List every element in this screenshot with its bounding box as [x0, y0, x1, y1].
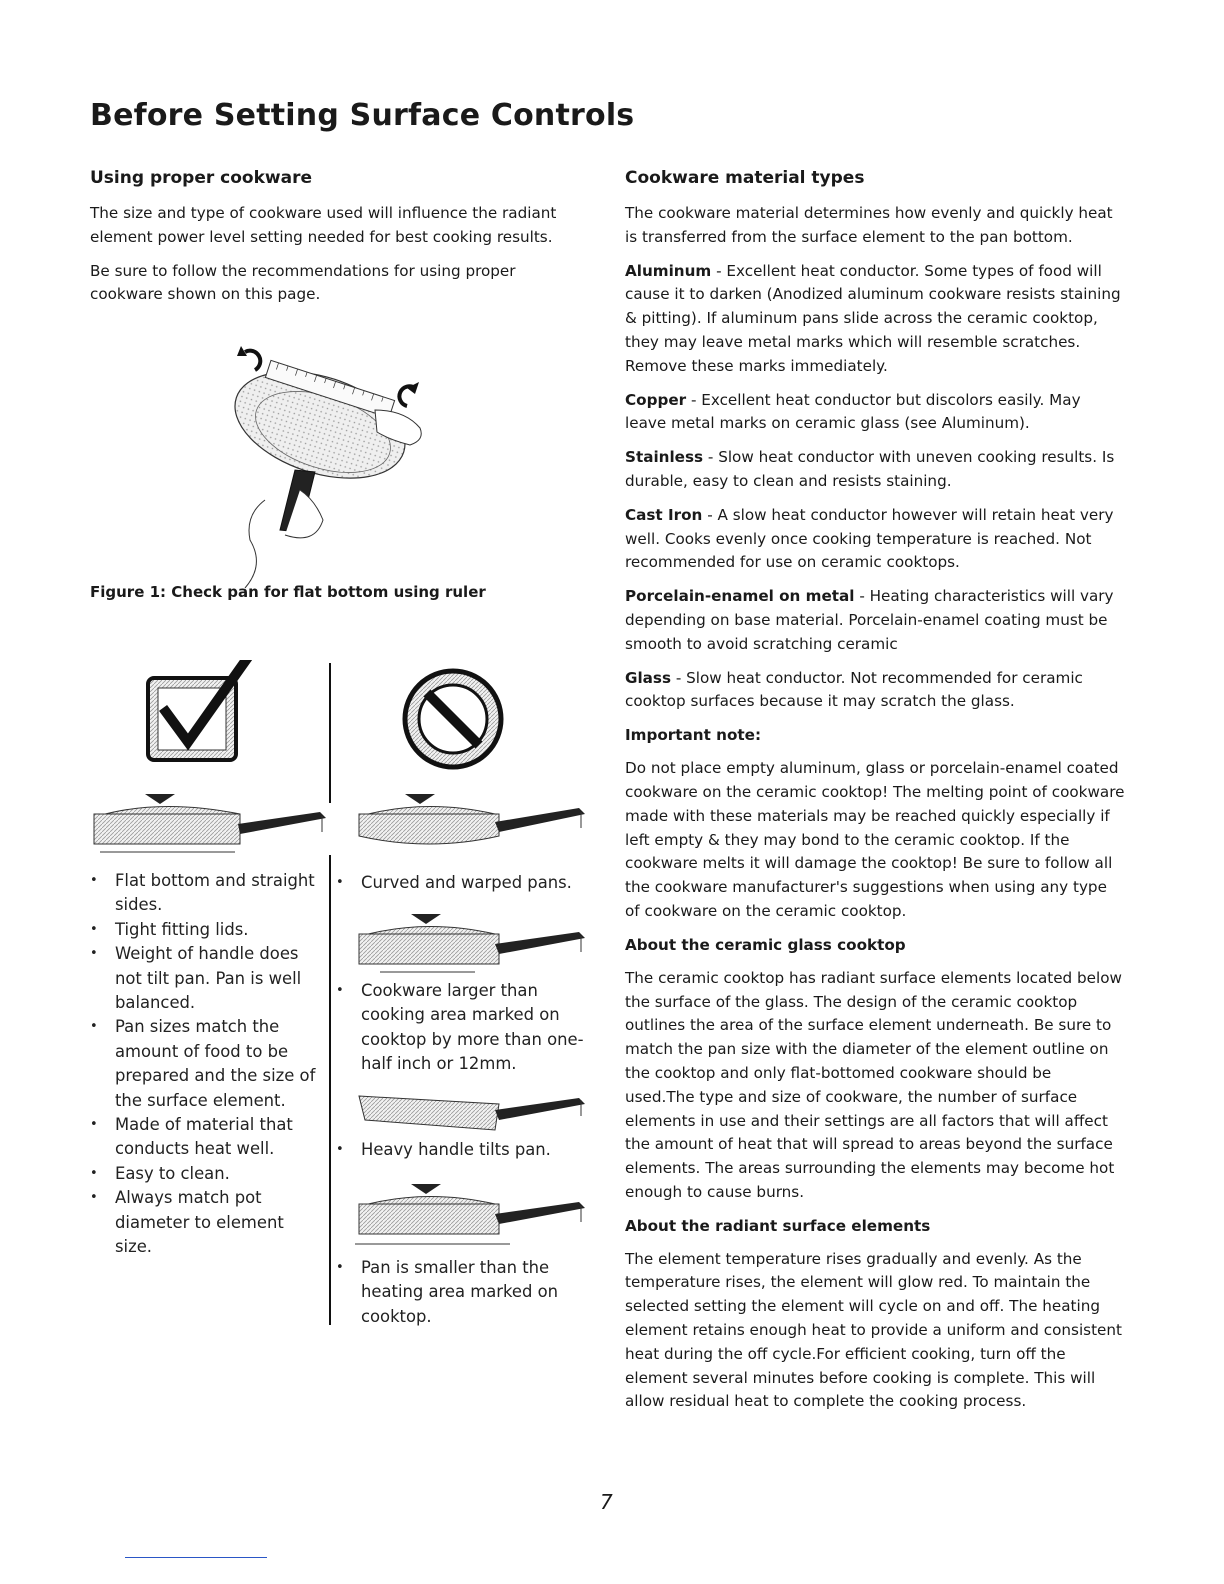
material-term: Cast Iron [625, 505, 703, 524]
paragraph: The ceramic cooktop has radiant surface elements located below the surface of the glass. The design of the ceramic cooktop outlines the area of the surface element underneath. Be sure to match the pan size with the diameter of the element outline on the cooktop and only flat-bottomed cookware should be used.The type and size of cookware, the number of surface elements in use and their settings are all factors that will affect the amount of heat that will spread to areas beyond the surface elements. The areas surrounding the elements may become hot enough to cause burns. [625, 968, 1122, 1201]
material-cast-iron: Cast Iron - A slow heat conductor however will retain heat very well. Cooks evenly once cooking temperature is reached. Not recommended for use on ceramic cooktops. [625, 505, 1114, 572]
section-heading-cookware: Using proper cookware [90, 168, 313, 188]
small-pan-illustration [355, 1180, 595, 1248]
material-aluminum: Aluminum - Excellent heat conductor. Some types of food will cause it to darken (Anodized aluminum cookware resists staining & pitting). If aluminum pans slide across the ceramic cooktop, they may leave metal marks which will resemble scratches. Remove these marks immediately. [625, 261, 1121, 375]
good-pan-illustration [90, 788, 335, 858]
list-item: • Easy to clean. [90, 1162, 322, 1186]
ceramic-cooktop-heading: About the ceramic glass cooktop [625, 935, 906, 954]
column-divider [329, 855, 331, 1325]
bad-cookware-item: • Cookware larger than cooking area marked on cooktop by more than one-half inch or 12mm. [336, 979, 591, 1077]
material-copper: Copper - Excellent heat conductor but discolors easily. May leave metal marks on ceramic glass (see Aluminum). [625, 390, 1081, 433]
paragraph: The element temperature rises gradually and evenly. As the temperature rises, the element will glow red. To maintain the selected setting the element will cycle on and off. The heating element retains enough heat to provide a uniform and consistent heat during the off cycle.For efficient cooking, turn off the element several minutes before cooking is complete. This will allow residual heat to complete the cooking process. [625, 1249, 1122, 1411]
paragraph: The cookware material determines how evenly and quickly heat is transferred from the surface element to the pan bottom. [625, 204, 1113, 246]
material-glass: Glass - Slow heat conductor. Not recommended for ceramic cooktop surfaces because it may scratch the glass. [625, 668, 1083, 711]
list-item: • Tight fitting lids. [90, 918, 322, 942]
left-column [90, 166, 578, 317]
important-note-heading: Important note: [625, 726, 762, 745]
right-column [625, 166, 1125, 1424]
good-cookware-list [90, 869, 322, 1260]
list-item: • Flat bottom and straight sides. [90, 869, 322, 918]
bad-cookware-item: • Pan is smaller than the heating area marked on cooktop. [336, 1256, 591, 1329]
checkmark-icon [138, 660, 258, 770]
pan-ruler-figure [205, 340, 445, 590]
figure-caption: Figure 1: Check pan for flat bottom using ruler [90, 583, 486, 601]
column-divider [329, 663, 331, 803]
list-item: • Made of material that conducts heat well. [90, 1113, 322, 1162]
page-title: Before Setting Surface Controls [90, 98, 635, 133]
material-term: Porcelain-enamel on metal [625, 587, 855, 606]
material-porcelain: Porcelain-enamel on metal - Heating characteristics will vary depending on base material. Porcelain-enamel coating must be smooth to avoid scratching ceramic [625, 587, 1114, 653]
list-item: • Always match pot diameter to element size. [90, 1186, 322, 1259]
large-pan-illustration [355, 910, 595, 976]
paragraph: Do not place empty aluminum, glass or porcelain-enamel coated cookware on the ceramic cooktop! The melting point of cookware made with these materials may be reached quickly especially if left empty & they may bond to the ceramic cooktop. If the cookware melts it will damage the cooktop! Be sure to follow all the cookware manufacturer's suggestions when using any type of cookware on the ceramic cooktop. [625, 759, 1125, 920]
paragraph: Be sure to follow the recommendations for using proper cookware shown on this page. [90, 261, 516, 304]
material-term: Copper [625, 390, 687, 409]
radiant-elements-heading: About the radiant surface elements [625, 1216, 931, 1235]
bad-cookware-item: • Curved and warped pans. [336, 871, 591, 895]
material-stainless: Stainless - Slow heat conductor with uneven cooking results. Is durable, easy to clean and resists staining. [625, 448, 1115, 490]
bad-cookware-item: • Heavy handle tilts pan. [336, 1138, 591, 1162]
page-number: 7 [600, 1490, 613, 1514]
material-term: Stainless [625, 448, 704, 467]
prohibited-icon [395, 665, 515, 775]
footer-rule [125, 1557, 267, 1558]
list-item: • Weight of handle does not tilt pan. Pan is well balanced. [90, 942, 322, 1015]
material-term: Aluminum [625, 261, 712, 280]
warped-pan-illustration [355, 788, 595, 858]
material-term: Glass [625, 668, 672, 687]
heavy-handle-pan-illustration [355, 1090, 595, 1140]
section-heading-materials: Cookware material types [625, 168, 865, 188]
paragraph: The size and type of cookware used will influence the radiant element power level setting needed for best cooking results. [90, 204, 557, 246]
list-item: • Pan sizes match the amount of food to be prepared and the size of the surface element. [90, 1015, 322, 1113]
